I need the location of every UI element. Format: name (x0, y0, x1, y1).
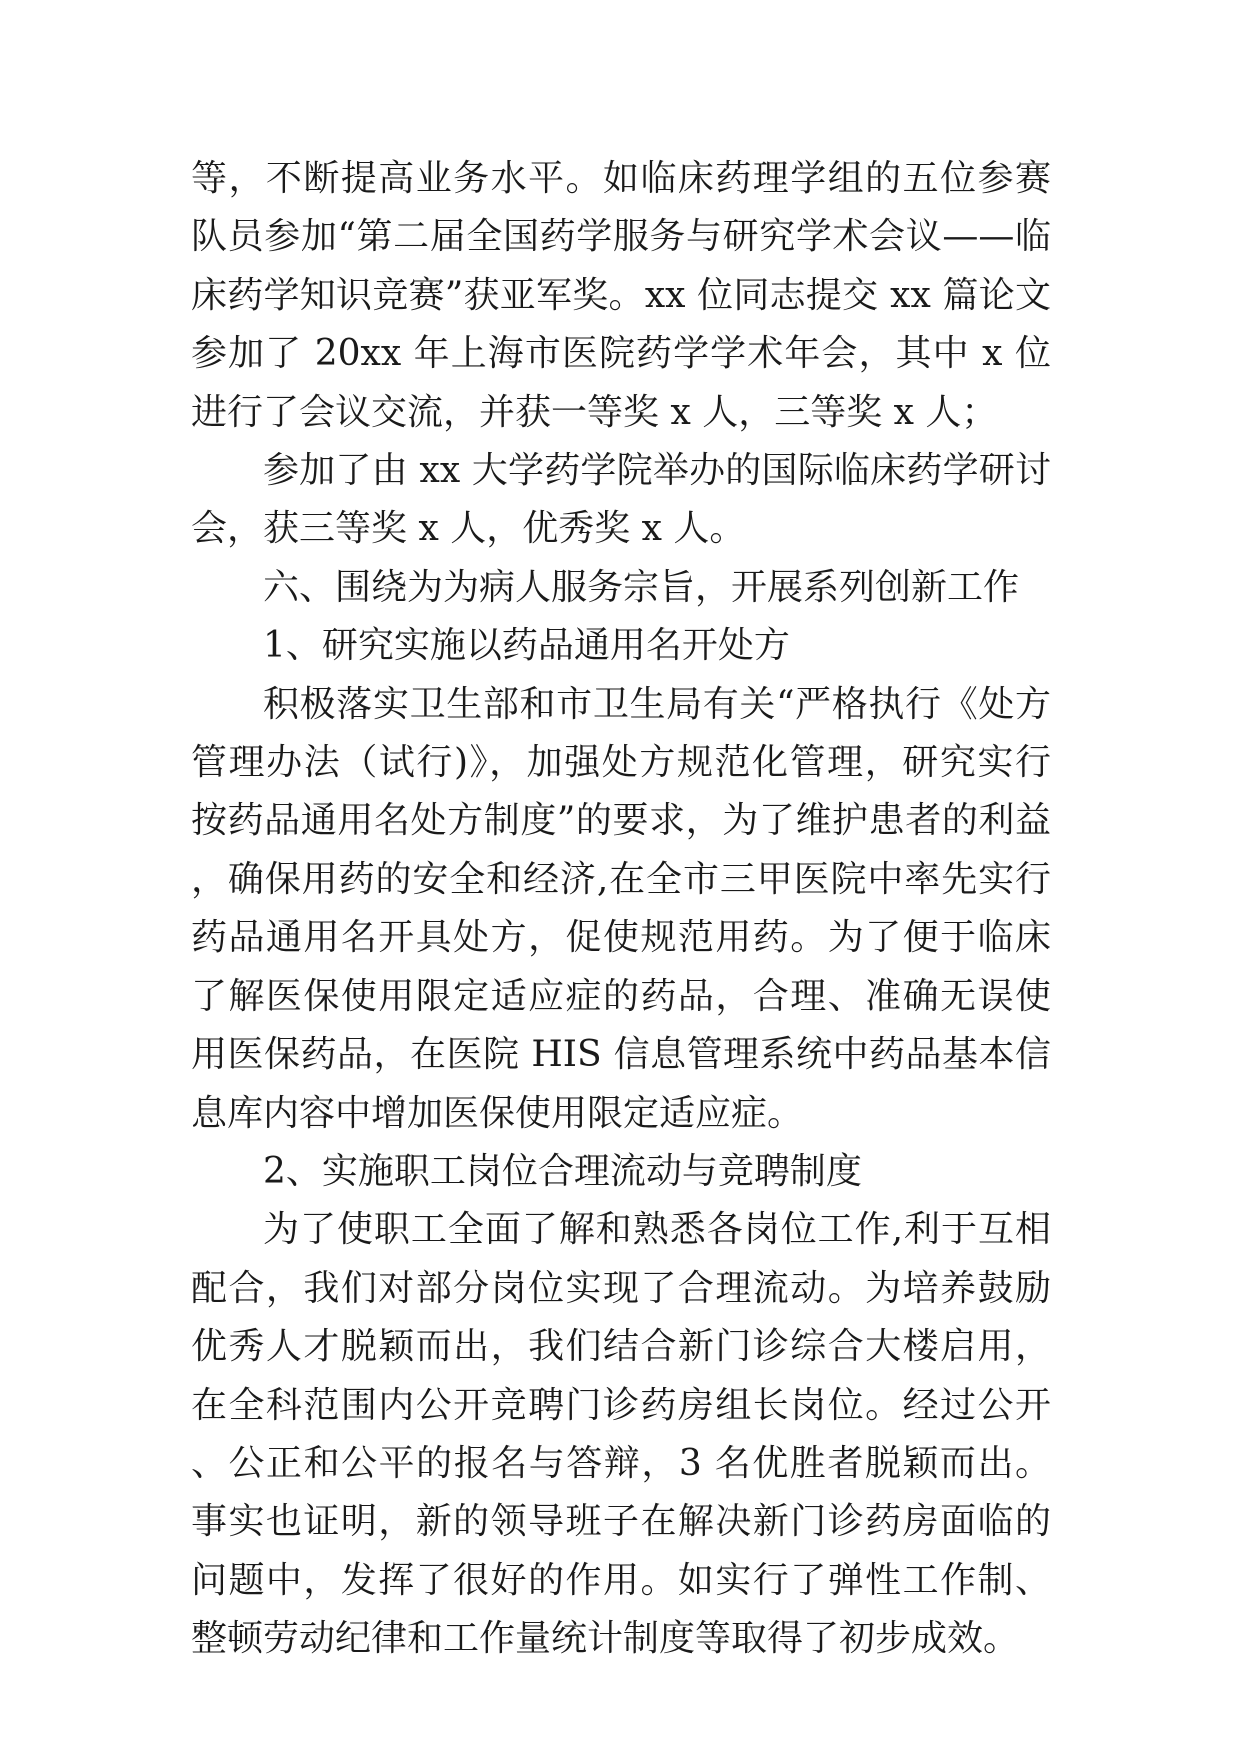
subheading-generic-name-prescription: 1、研究实施以药品通用名开处方 (263, 625, 790, 667)
paragraph-job-rotation: 为了使职工全面了解和熟悉各岗位工作,利于互相配合，我们对部分岗位实现了合理流动。为培养鼓励优秀人才脱颖而出，我们结合新门诊综合大楼启用，在全科范围内公开竞聘门诊药房组长岗位。经过公开、公正和公平的报名与答辩，3 名优胜者脱颖而出。事实也证明，新的领导班子在解决新门诊药房面临的问题中，发挥了很好的作用。如实行了弹性工作制、整顿劳动纪律和工作量统计制度等取得了初步成效。 (191, 1209, 1051, 1660)
paragraph-awards-summary: 等，不断提高业务水平。如临床药理学组的五位参赛队员参加“第二届全国药学服务与研究学术会议——临床药学知识竞赛”获亚军奖。xx 位同志提交 xx 篇论文参加了 20xx 年上海市医院药学学术年会，其中 x 位进行了会议交流，并获一等奖 x 人，三等奖 x 人； (191, 158, 1051, 433)
paragraph-generic-name-prescription: 积极落实卫生部和市卫生局有关“严格执行《处方管理办法（试行)》，加强处方规范化管理，研究实行按药品通用名处方制度”的要求，为了维护患者的利益，确保用药的安全和经济,在全市三甲医院中率先实行药品通用名开具处方，促使规范用药。为了便于临床了解医保使用限定适应症的药品，合理、准确无误使用医保药品，在医院 HIS 信息管理系统中药品基本信息库内容中增加医保使用限定适应症。 (191, 683, 1051, 1134)
document-body (191, 150, 1051, 1669)
section-heading-innovation: 六、围绕为为病人服务宗旨，开展系列创新工作 (263, 566, 1020, 608)
paragraph-international-seminar: 参加了由 xx 大学药学院举办的国际临床药学研讨会，获三等奖 x 人，优秀奖 x 人。 (191, 450, 1051, 550)
subheading-job-rotation: 2、实施职工岗位合理流动与竞聘制度 (263, 1150, 862, 1192)
